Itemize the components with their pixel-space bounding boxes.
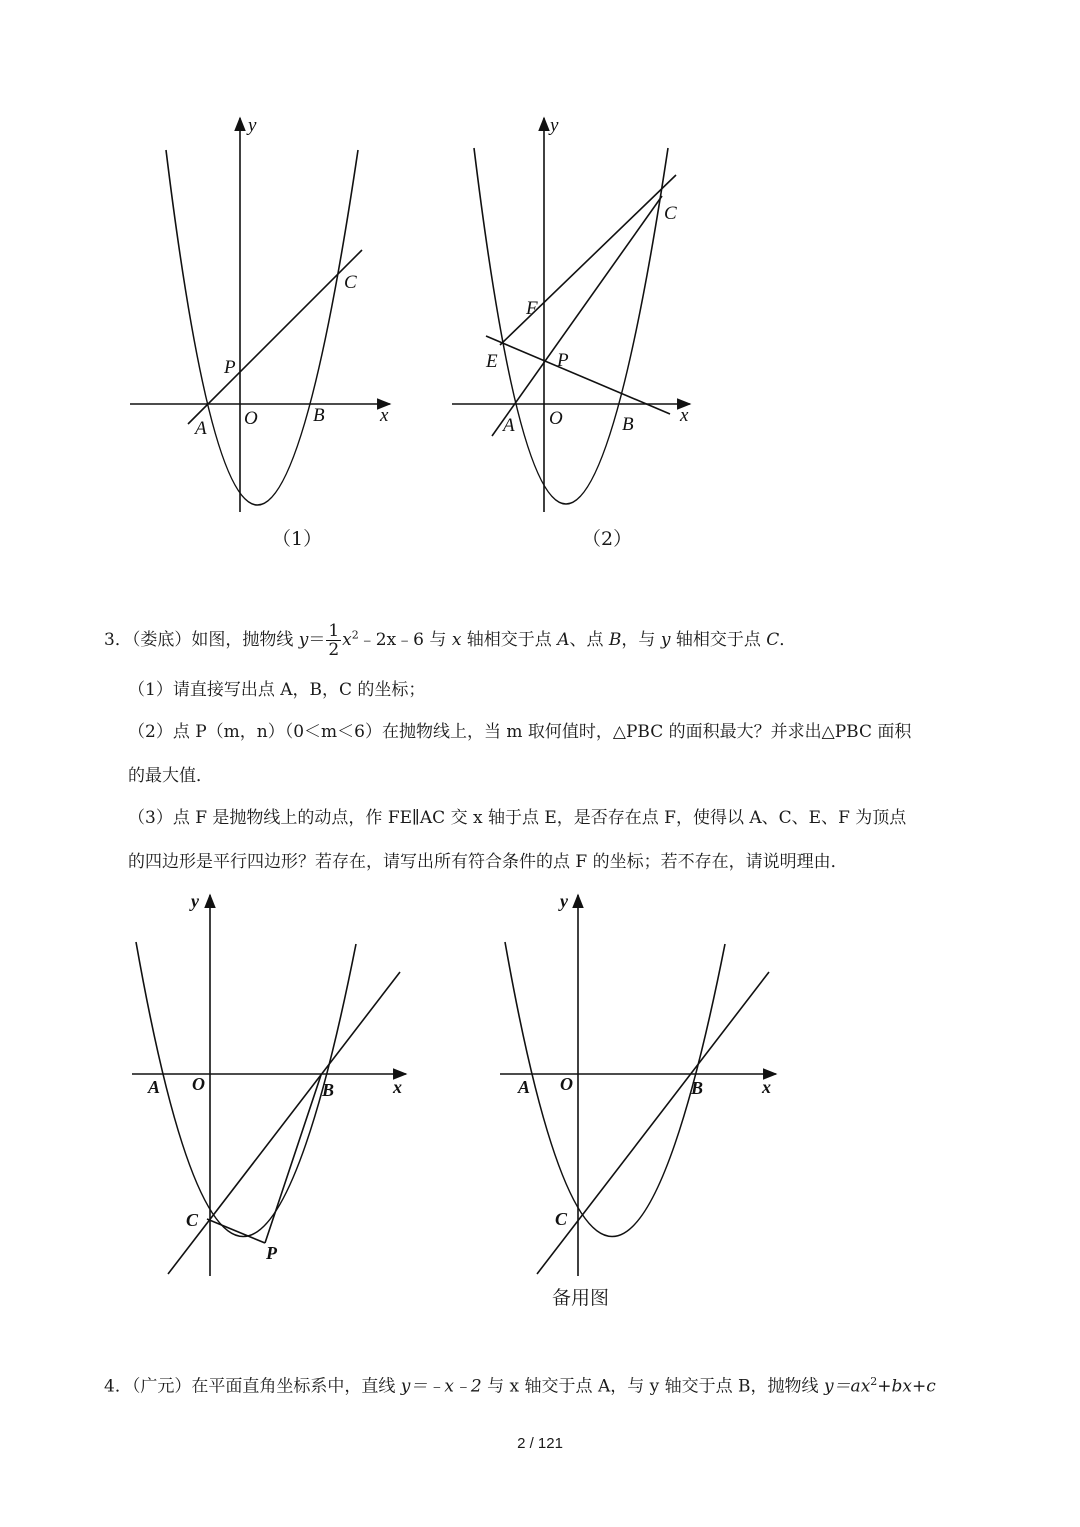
fig2-label-y: y: [550, 115, 559, 136]
problem3-intro-text-e: ，与: [621, 630, 661, 650]
problem4-parabola-a: y＝ax: [823, 1376, 871, 1397]
fig3-label-c: C: [186, 1210, 199, 1230]
problem4-text-a: 在平面直角坐标系中，直线: [191, 1376, 401, 1397]
figure-3: [132, 895, 406, 1276]
problem3-q3-line2: 的四边形是平行四边形？若存在，请写出所有符合条件的点 F 的坐标；若不存在，请说明理由．: [128, 852, 848, 872]
var-y: y: [660, 630, 671, 650]
problem3-number: 3．: [104, 630, 132, 650]
point-c: C: [766, 630, 780, 650]
fig2-label-f: F: [526, 298, 538, 319]
fig4-label-b: B: [691, 1078, 704, 1098]
eq-y: y: [298, 630, 309, 650]
problem4-parabola-b: +bx+c: [877, 1376, 936, 1397]
fig1-label-b: B: [313, 405, 325, 426]
problem3-source: （娄底）: [131, 630, 192, 650]
problem4-text-b: 与 x 轴交于点 A，与 y 轴交于点 B，抛物线: [481, 1376, 824, 1397]
fig2-label-b: B: [622, 414, 634, 435]
fraction-denominator: 2: [328, 640, 340, 660]
page-number: 2 / 121: [517, 1435, 563, 1452]
problem4-source: （广元）: [131, 1376, 192, 1397]
problem3-q2-line2: 的最大值．: [128, 766, 213, 786]
problem4-exponent: 2: [870, 1375, 878, 1388]
problem3-intro: [104, 622, 796, 659]
figure-4: [500, 895, 776, 1276]
fig2-line-eb: [486, 336, 670, 414]
fig3-label-a: A: [148, 1077, 161, 1097]
fig1-parabola: [166, 150, 358, 505]
fig4-label-y: y: [560, 891, 568, 911]
eq-equals: ＝: [308, 630, 326, 650]
fig2-label-o: O: [549, 408, 563, 429]
fig3-line-pb: [265, 1075, 321, 1243]
figure-2: [452, 118, 690, 512]
fig3-label-x: x: [393, 1077, 402, 1097]
fig3-label-p: P: [266, 1243, 277, 1263]
fig4-label-x: x: [762, 1077, 771, 1097]
fig2-parabola: [474, 148, 668, 504]
problem3-q3-line1: （3）点 F 是抛物线上的动点，作 FE∥AC 交 x 轴于点 E，是否存在点 F，使得以 A、C、E、F 为顶点: [128, 808, 907, 828]
problem3-intro-text-g: ．: [779, 630, 797, 650]
point-a: A: [557, 630, 570, 650]
figure-1: [130, 118, 390, 512]
eq-rest: ﹣2x﹣6: [358, 630, 424, 650]
fig3-label-y: y: [191, 891, 199, 911]
problem4-intro: [104, 1370, 936, 1399]
figure-3-labels: [147, 891, 402, 1263]
fig4-label-a: A: [518, 1077, 531, 1097]
problem3-intro-text-a: 如图，抛物线: [191, 630, 299, 650]
fig1-caption: （1）: [272, 528, 323, 550]
figure-4-labels: [517, 891, 771, 1229]
problem3-intro-text-c: 轴相交于点: [461, 630, 558, 650]
fig2-label-a: A: [503, 415, 515, 436]
fig4-label-o: O: [560, 1074, 573, 1094]
fig1-label-p: P: [224, 357, 236, 378]
fig1-label-x: x: [380, 405, 389, 426]
fig3-label-b: B: [322, 1080, 335, 1100]
problem4-line-equation: y＝﹣x﹣2: [400, 1376, 482, 1397]
fig1-label-a: A: [195, 418, 207, 439]
fig4-line-cb: [537, 972, 769, 1274]
fig1-label-c: C: [344, 272, 357, 293]
fraction-one-half: [326, 622, 341, 659]
problem4-number: 4．: [104, 1376, 132, 1397]
fig3-line-cp: [207, 1219, 265, 1243]
problem3-q1: （1）请直接写出点 A，B，C 的坐标；: [128, 680, 426, 700]
figure-2-labels: [485, 115, 689, 436]
fig2-caption: （2）: [582, 528, 633, 550]
fig2-label-c: C: [664, 203, 677, 224]
problem3-intro-text-f: 轴相交于点: [670, 630, 767, 650]
eq-exponent: 2: [351, 628, 359, 642]
fig2-label-p: P: [557, 350, 569, 371]
fig4-caption: 备用图: [552, 1287, 610, 1309]
point-b: B: [608, 630, 622, 650]
fig1-label-o: O: [244, 408, 258, 429]
var-x: x: [451, 630, 462, 650]
problem3-q2-line1: （2）点 P（m，n）（0＜m＜6）在抛物线上，当 m 取何值时，△PBC 的面积最大？并求出△PBC 面积: [128, 722, 912, 742]
fig1-line-ac: [188, 250, 362, 424]
fig3-line-cb: [168, 972, 400, 1274]
fraction-numerator: 1: [328, 621, 340, 641]
fig2-label-e: E: [486, 351, 498, 372]
eq-x: x: [342, 630, 352, 650]
fig2-label-x: x: [680, 405, 689, 426]
fig3-label-o: O: [192, 1074, 205, 1094]
problem3-intro-text-d: 、点: [569, 630, 609, 650]
problem3-intro-text-b: 与: [424, 630, 452, 650]
fig1-label-y: y: [248, 115, 257, 136]
fig4-label-c: C: [555, 1209, 568, 1229]
